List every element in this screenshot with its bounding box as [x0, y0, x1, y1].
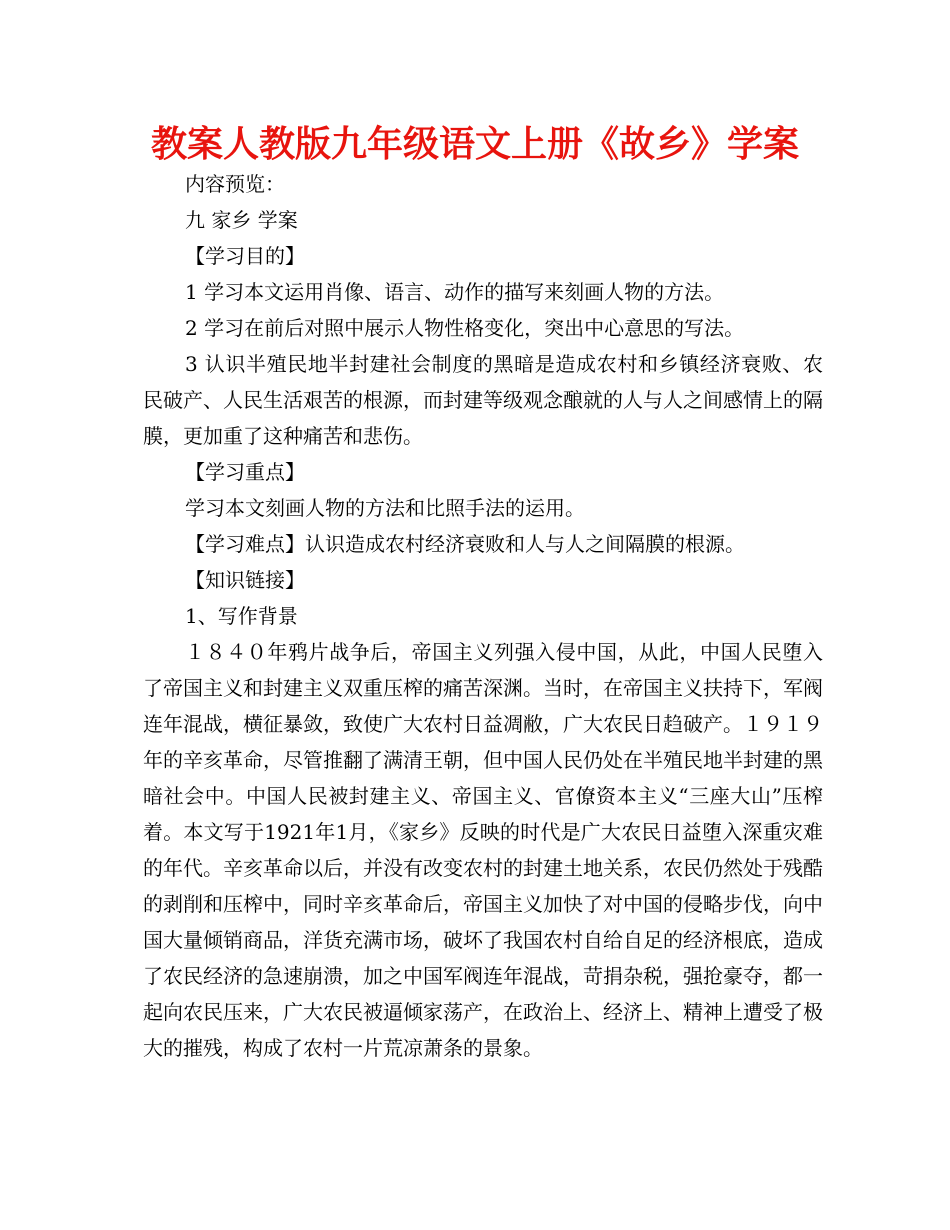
document-title: 教案人教版九年级语文上册《故乡》学案 [150, 124, 799, 165]
knowledge-links-heading: 【知识链接】 [185, 568, 305, 592]
learning-goal-1: 1 学习本文运用肖像、语言、动作的描写来刻画人物的方法。 [185, 280, 725, 304]
learning-goal-3: 3 认识半殖民地半封建社会制度的黑暗是造成农村和乡镇经济衰败、农民破产、人民生活艰苦的根源，而封建等级观念酿就的人与人之间感情上的隔膜，更加重了这种痛苦和悲伤。 [143, 352, 823, 448]
key-points-text: 学习本文刻画人物的方法和比照手法的运用。 [185, 496, 585, 520]
preview-label: 内容预览： [185, 172, 285, 196]
learning-goal-2: 2 学习在前后对照中展示人物性格变化，突出中心意思的写法。 [185, 316, 745, 340]
difficult-points: 【学习难点】认识造成农村经济衰败和人与人之间隔膜的根源。 [185, 532, 745, 556]
writing-background-heading: 1、写作背景 [185, 604, 298, 628]
learning-goals-heading: 【学习目的】 [185, 244, 305, 268]
writing-background-text: １８４０年鸦片战争后，帝国主义列强入侵中国，从此，中国人民堕入了帝国主义和封建主义双重压榨的痛苦深渊。当时，在帝国主义扶持下，军阀连年混战，横征暴敛，致使广大农村日益凋敝，广大农民日趋破产。１９１９年的辛亥革命，尽管推翻了满清王朝，但中国人民仍处在半殖民地半封建的黑暗社会中。中国人民被封建主义、帝国主义、官僚资本主义“三座大山”压榨着。本文写于1921年1月，《家乡》反映的时代是广大农民日益堕入深重灾难的年代。辛亥革命以后，并没有改变农村的封建土地关系，农民仍然处于残酷的剥削和压榨中，同时辛亥革命后，帝国主义加快了对中国的侵略步伐，向中国大量倾销商品，洋货充满市场，破坏了我国农村自给自足的经济根底，造成了农民经济的急速崩溃，加之中国军阀连年混战，苛捐杂税，强抢豪夺，都一起向农民压来，广大农民被逼倾家荡产，在政治上、经济上、精神上遭受了极大的摧残，构成了农村一片荒凉萧条的景象。 [143, 640, 823, 1060]
document-body [143, 166, 823, 1066]
section-heading: 九 家乡 学案 [185, 208, 298, 232]
key-points-heading: 【学习重点】 [185, 460, 305, 484]
